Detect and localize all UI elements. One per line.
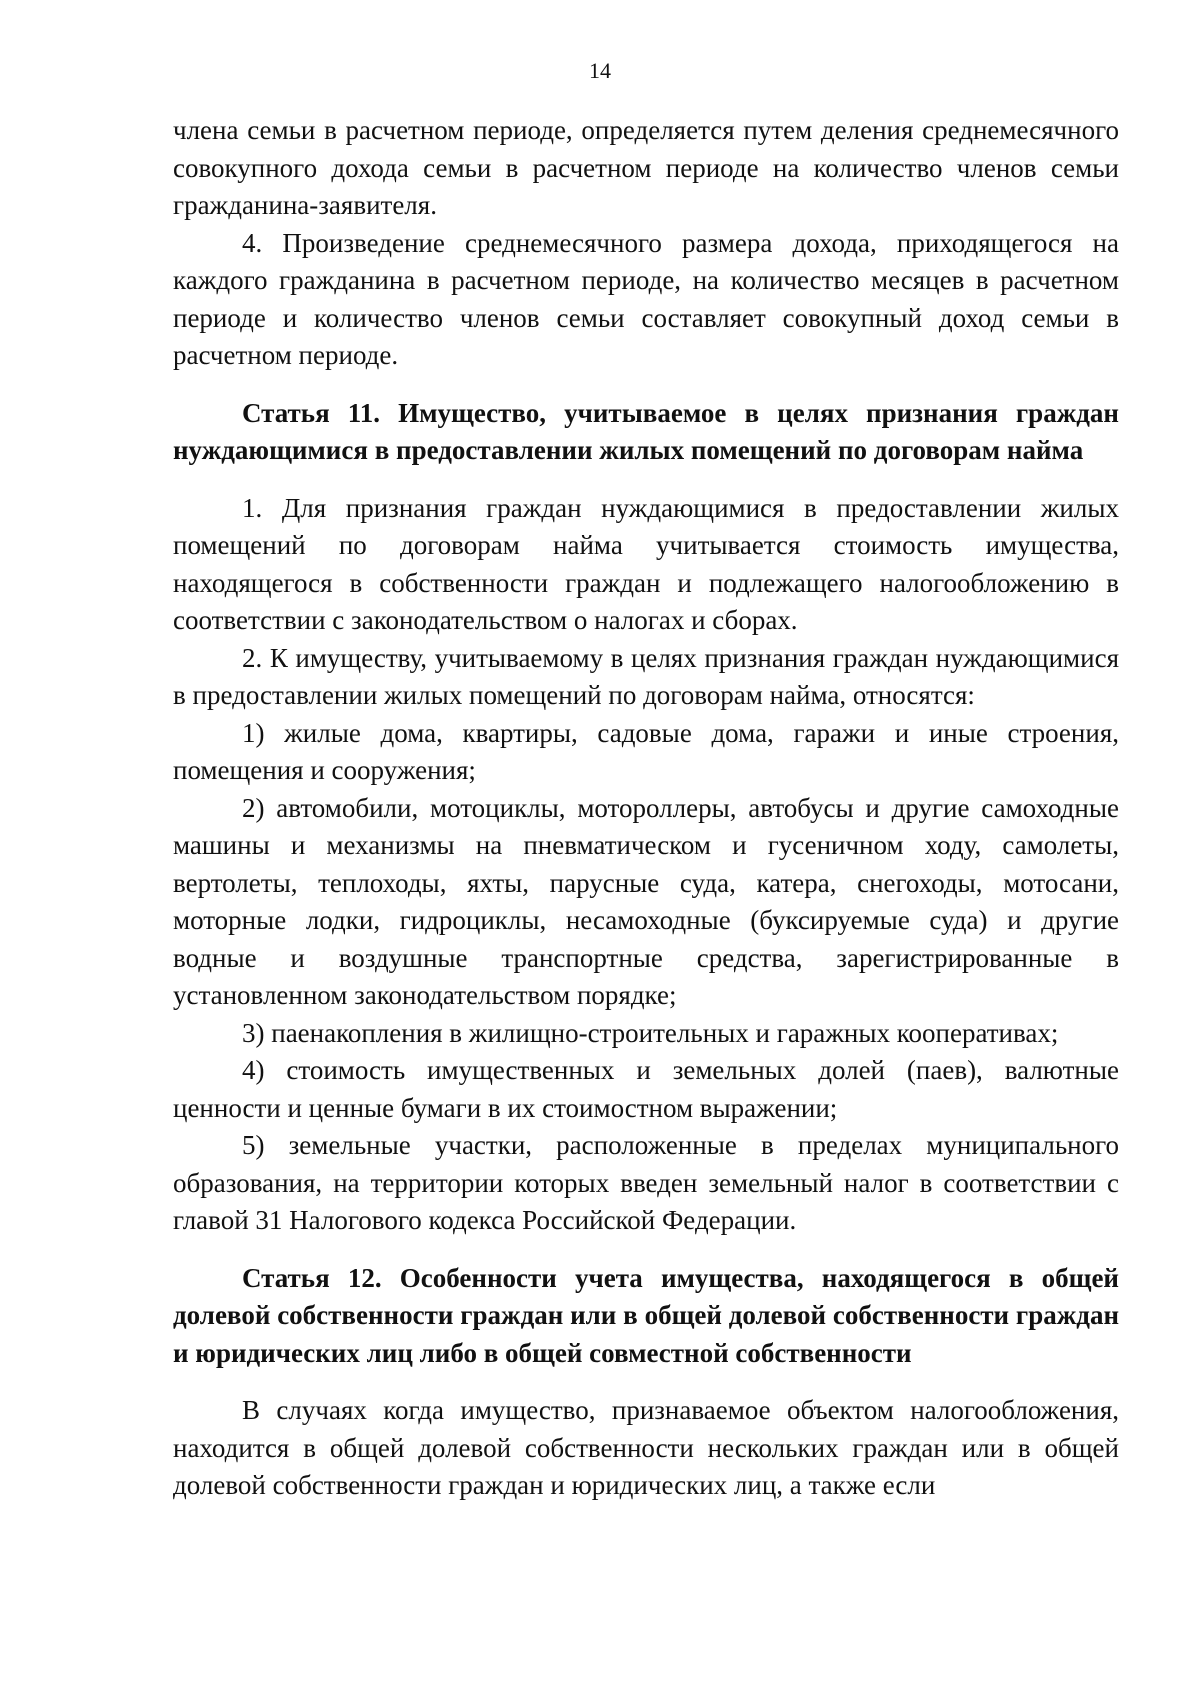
page-number: 14 xyxy=(589,58,611,83)
paragraph-item-4: 4. Произведение среднемесячного размера дохода, приходящегося на каждого гражданина в расчетном периоде, на количество месяцев в расчетном периоде и количество членов семьи составляет совокупный доход семьи в расчетном периоде. xyxy=(173,227,1119,370)
article-11-paragraph-2: 2. К имуществу, учитываемому в целях признания граждан нуждающимися в предоставлении жилых помещений по договорам найма, относятся: xyxy=(173,642,1119,710)
article-11-item-1: 1) жилые дома, квартиры, садовые дома, гаражи и иные строения, помещения и сооружения; xyxy=(173,717,1119,785)
article-11-paragraph-1: 1. Для признания граждан нуждающимися в предоставлении жилых помещений по договорам найма учитывается стоимость имущества, находящегося в собственности граждан и подлежащего налогообложению в соответствии с законодательством о налогах и сборах. xyxy=(173,492,1119,635)
article-11-item-2: 2) автомобили, мотоциклы, мотороллеры, автобусы и другие самоходные машины и механизмы на пневматическом и гусеничном ходу, самолеты, вертолеты, теплоходы, яхты, парусные суда, катера, снегоходы, мотосани, моторные лодки, гидроциклы, несамоходные (буксируемые суда) и другие водные и воздушные транспортные средства, зарегистрированные в установленном законодательством порядке; xyxy=(173,792,1119,1010)
article-11-heading: Статья 11. Имущество, учитываемое в целях признания граждан нуждающимися в предоставлении жилых помещений по договорам найма xyxy=(173,397,1119,465)
article-11-item-4: 4) стоимость имущественных и земельных долей (паев), валютные ценности и ценные бумаги в их стоимостном выражении; xyxy=(173,1055,1119,1123)
paragraph-continuation: члена семьи в расчетном периоде, определяется путем деления среднемесячного совокупного дохода семьи в расчетном периоде на количество членов семьи гражданина-заявителя. xyxy=(173,115,1119,220)
article-12-paragraph-1: В случаях когда имущество, признаваемое объектом налогообложения, находится в общей долевой собственности нескольких граждан или в общей долевой собственности граждан и юридических лиц, а также если xyxy=(173,1395,1119,1500)
article-11-item-5: 5) земельные участки, расположенные в пределах муниципального образования, на территории которых введен земельный налог в соответствии с главой 31 Налогового кодекса Российской Федерации. xyxy=(173,1130,1119,1235)
article-11-item-3: 3) паенакопления в жилищно-строительных и гаражных кооперативах; xyxy=(242,1017,1059,1048)
document-body xyxy=(173,112,1119,1505)
article-12-heading: Статья 12. Особенности учета имущества, находящегося в общей долевой собственности граждан или в общей долевой собственности граждан и юридических лиц либо в общей совместной собственности xyxy=(173,1262,1119,1368)
